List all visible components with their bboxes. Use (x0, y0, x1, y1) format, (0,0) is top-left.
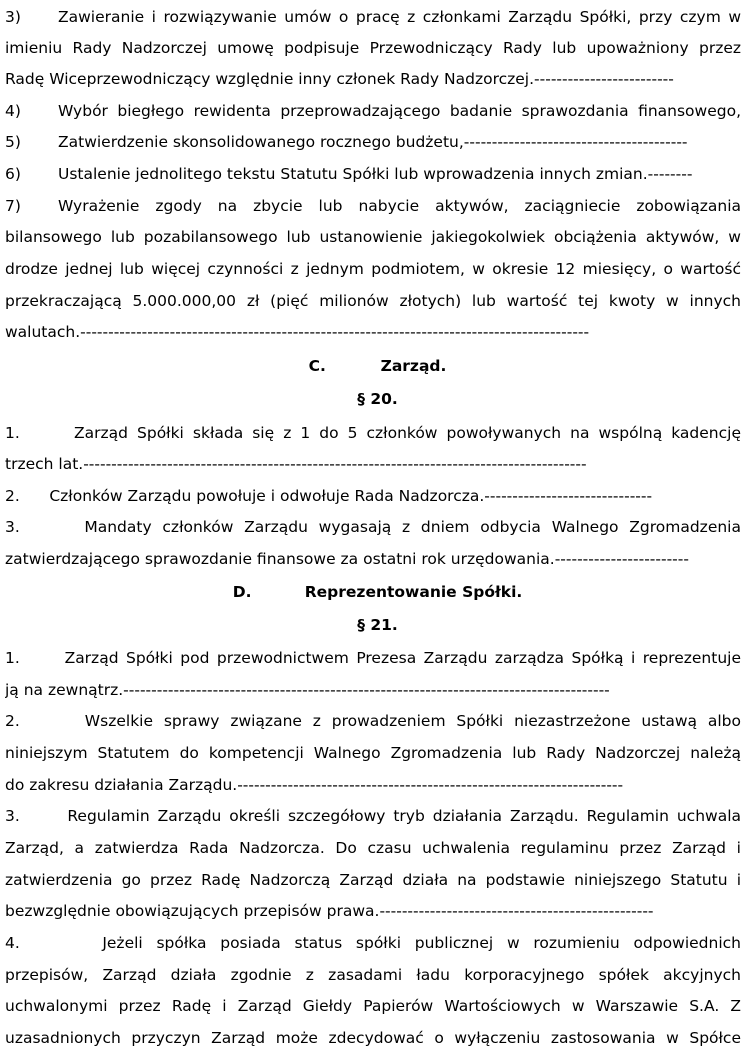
text-line: bezwzględnie obowiązujących przepisów prawa.------------------------------------------------- (5, 902, 654, 920)
line-text: Wyrażenie zgody na zbycie lub nabycie aktywów, zaciągniecie zobowiązania (58, 197, 741, 215)
item-number: 3) (5, 8, 21, 26)
text-line: 2. Członków Zarządu powołuje i odwołuje Rada Nadzorcza.------------------------------ (5, 487, 653, 505)
paragraph-heading-20: § 20. (357, 390, 398, 408)
text-line: 1. Zarząd Spółki składa się z 1 do 5 członków powoływanych na wspólną kadencję (5, 424, 741, 442)
paragraph-heading-21: § 21. (357, 616, 398, 634)
line-text: Wybór biegłego rewidenta przeprowadzającego badanie sprawozdania finansowego, (58, 102, 741, 120)
text-line: przepisów, Zarząd działa zgodnie z zasadami ładu korporacyjnego spółek akcyjnych (5, 966, 741, 984)
text-line: uchwalonymi przez Radę i Zarząd Giełdy Papierów Wartościowych w Warszawie S.A. Z (5, 997, 741, 1015)
text-line: 3. Mandaty członków Zarządu wygasają z dniem odbycia Walnego Zgromadzenia (5, 518, 741, 536)
text-line: 3. Regulamin Zarządu określi szczegółowy tryb działania Zarządu. Regulamin uchwala (5, 807, 741, 825)
text-line: 4. Jeżeli spółka posiada status spółki publicznej w rozumieniu odpowiednich (5, 934, 741, 952)
text-line: walutach.------------------------------------------------------------------------------------------- (5, 323, 590, 341)
text-line: zatwierdzenia go przez Radę Nadzorczą Zarząd działa na podstawie niniejszego Statutu i (5, 871, 741, 889)
text-line: przekraczającą 5.000.000,00 zł (pięć milionów złotych) lub wartość tej kwoty w innych (5, 292, 741, 310)
text-line: 1. Zarząd Spółki pod przewodnictwem Prezesa Zarządu zarządza Spółką i reprezentuje (5, 649, 741, 667)
section-heading-c (0, 351, 755, 382)
section-title: Reprezentowanie Spółki. (304, 583, 523, 601)
line-text: Ustalenie jednolitego tekstu Statutu Spółki lub wprowadzenia innych zmian.-------- (58, 165, 693, 183)
text-line: imieniu Rady Nadzorczej umowę podpisuje Przewodniczący Rady lub upoważniony przez (5, 39, 741, 57)
text-line: bilansowego lub pozabilansowego lub ustanowienie jakiegokolwiek obciążenia aktywów, w (5, 228, 741, 246)
text-line: trzech lat.------------------------------------------------------------------------------------------ (5, 455, 587, 473)
item-number: 5) (5, 133, 21, 151)
list-item (5, 127, 741, 158)
text-line: zatwierdzającego sprawozdanie finansowe za ostatni rok urzędowania.------------------------ (5, 550, 689, 568)
section-label: D. (232, 583, 252, 601)
text-line: Radę Wiceprzewodniczący względnie inny członek Rady Nadzorczej.------------------------- (5, 70, 674, 88)
text-line: ją na zewnątrz.--------------------------------------------------------------------------------------- (5, 681, 610, 699)
list-item (5, 191, 741, 222)
section-label: C. (308, 357, 326, 375)
list-item (5, 159, 741, 190)
text-line: uzasadnionych przyczyn Zarząd może zdecydować o wyłączeniu zastosowania w Spółce (5, 1029, 741, 1047)
item-number: 6) (5, 165, 21, 183)
text-line: 2. Wszelkie sprawy związane z prowadzeniem Spółki niezastrzeżone ustawą albo (5, 712, 741, 730)
list-item (5, 96, 741, 127)
list-item (5, 2, 741, 33)
item-number: 4) (5, 102, 21, 120)
item-number: 7) (5, 197, 21, 215)
text-line: drodze jednej lub więcej czynności z jednym podmiotem, w okresie 12 miesięcy, o wartość (5, 260, 741, 278)
line-text: Zawieranie i rozwiązywanie umów o pracę z członkami Zarządu Spółki, przy czym w (58, 8, 741, 26)
text-line: do zakresu działania Zarządu.--------------------------------------------------------------------- (5, 776, 624, 794)
line-text: Zatwierdzenie skonsolidowanego rocznego budżetu,---------------------------------------- (58, 133, 688, 151)
section-heading-d (0, 577, 755, 608)
text-line: Zarząd, a zatwierdza Rada Nadzorcza. Do czasu uchwalenia regulaminu przez Zarząd i (5, 839, 741, 857)
section-title: Zarząd. (380, 357, 447, 375)
text-line: niniejszym Statutem do kompetencji Walnego Zgromadzenia lub Rady Nadzorczej należą (5, 744, 741, 762)
